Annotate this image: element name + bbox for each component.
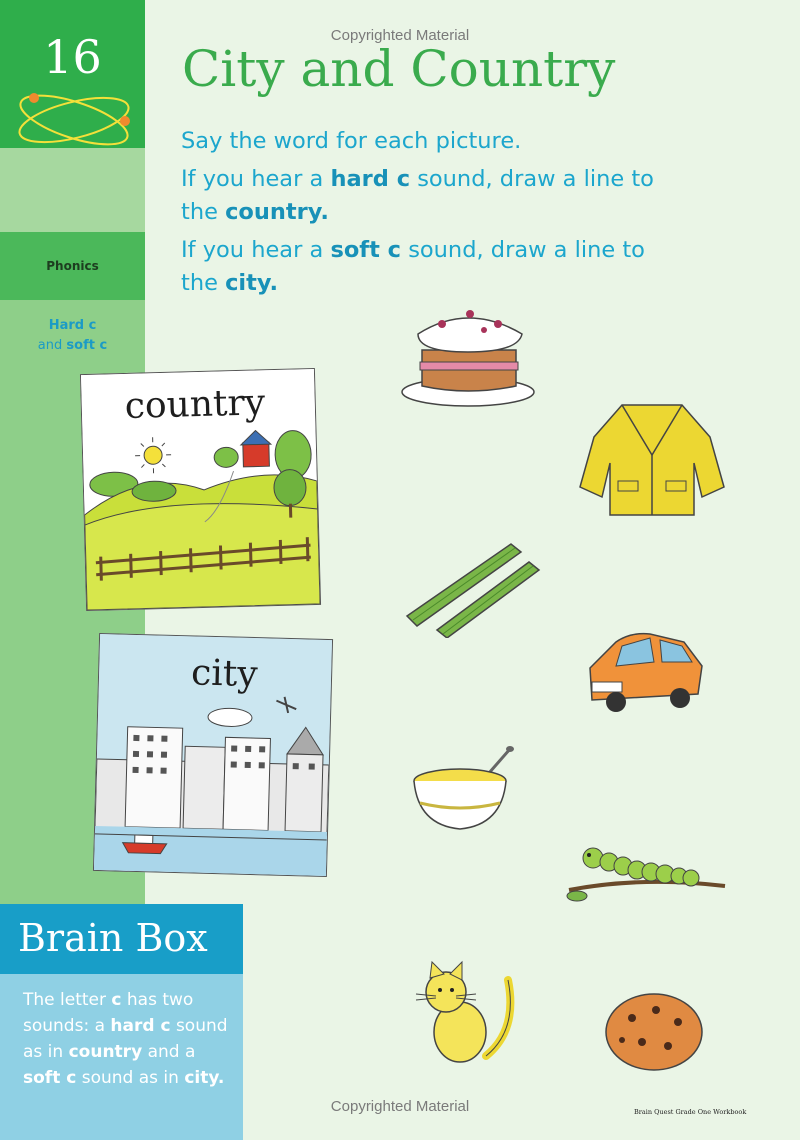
instruction-3-key: soft c <box>330 237 402 263</box>
instruction-1 <box>181 125 661 158</box>
coat-picture[interactable] <box>578 397 726 521</box>
brain-box-text <box>23 987 233 1091</box>
topic-and: and <box>37 338 63 353</box>
cake-picture[interactable] <box>400 300 540 410</box>
topic-label <box>0 316 145 356</box>
instruction-2-pre: If you hear a <box>181 166 324 192</box>
instruction-1-text: Say the word for each picture. <box>181 128 522 154</box>
cookie-picture[interactable] <box>602 990 706 1074</box>
instruction-3-target: city. <box>225 270 279 296</box>
celery-picture[interactable] <box>399 538 544 638</box>
brain-text-3: sound as in <box>23 1016 228 1062</box>
instruction-3-pre: If you hear a <box>181 237 324 263</box>
instruction-3-mid: sound, draw a line to the <box>181 237 645 296</box>
brain-text-2: has two sounds: a <box>23 990 194 1036</box>
instruction-2 <box>181 163 661 229</box>
country-card-label: country <box>124 382 266 427</box>
city-card[interactable] <box>93 633 333 877</box>
instruction-3 <box>181 234 661 300</box>
topic-soft: soft c <box>66 338 108 353</box>
instruction-2-key: hard c <box>330 166 411 192</box>
brain-key-5: city. <box>184 1068 225 1088</box>
brain-key-1: c <box>111 990 122 1010</box>
page-number: 16 <box>43 30 102 84</box>
subject-tab: Phonics <box>0 232 145 300</box>
brain-key-3: country <box>68 1042 143 1062</box>
country-card[interactable] <box>80 368 321 611</box>
cereal-picture[interactable] <box>410 745 520 835</box>
brain-key-2: hard c <box>110 1016 171 1036</box>
cat-picture[interactable] <box>408 960 520 1068</box>
page-title: City and Country <box>182 40 616 98</box>
brain-text-5: sound as in <box>81 1068 179 1088</box>
instruction-2-target: country. <box>225 199 329 225</box>
brain-text-1: The letter <box>23 990 106 1010</box>
caterpillar-picture[interactable] <box>563 838 729 910</box>
topic-hard: Hard c <box>48 318 97 333</box>
sidebar-band <box>0 148 145 232</box>
copyright-top: Copyrighted Material <box>330 27 470 44</box>
brain-text-4: and a <box>147 1042 196 1062</box>
copyright-bottom: Copyrighted Material <box>330 1098 470 1115</box>
book-footer: Brain Quest Grade One Workbook <box>634 1108 747 1116</box>
brain-box-title: Brain Box <box>18 916 208 960</box>
brain-key-4: soft c <box>23 1068 77 1088</box>
car-picture[interactable] <box>580 622 708 716</box>
instruction-2-mid: sound, draw a line to the <box>181 166 654 225</box>
city-card-label: city <box>190 652 259 696</box>
